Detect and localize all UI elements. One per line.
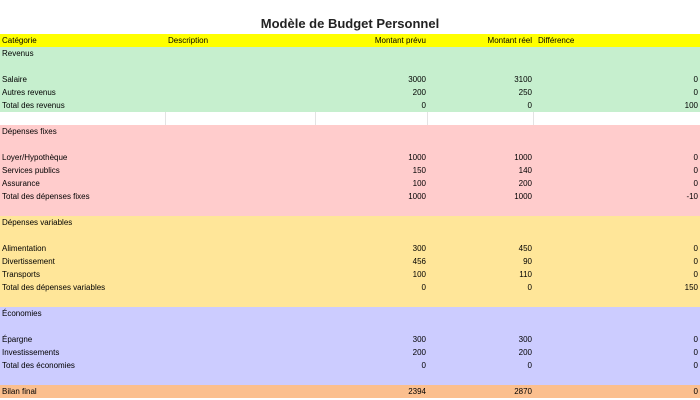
table-row-total <box>0 385 700 398</box>
cell-actual[interactable] <box>428 216 534 229</box>
table-row <box>0 112 700 125</box>
cell-difference[interactable]: -10 <box>686 192 698 201</box>
table-row <box>0 138 700 151</box>
cell-difference[interactable] <box>534 294 700 307</box>
cell-description[interactable] <box>166 294 316 307</box>
cell-description[interactable] <box>166 177 316 190</box>
cell-planned[interactable]: 2394 <box>408 387 426 396</box>
table-row <box>0 359 700 372</box>
sheet-title: Modèle de Budget Personnel <box>260 16 440 31</box>
table-row <box>0 86 700 99</box>
cell-category[interactable]: Total des dépenses variables <box>2 283 106 292</box>
cell-description[interactable] <box>166 372 316 385</box>
cell-planned[interactable] <box>316 125 428 138</box>
cell-actual[interactable] <box>428 320 534 333</box>
cell-actual[interactable] <box>428 203 534 216</box>
cell-category[interactable]: Salaire <box>2 75 27 84</box>
cell-planned[interactable] <box>316 47 428 60</box>
cell-category[interactable]: Revenus <box>2 49 34 58</box>
cell-category[interactable] <box>0 372 166 385</box>
cell-actual[interactable] <box>428 47 534 60</box>
cell-difference[interactable]: 0 <box>693 387 698 396</box>
cell-actual[interactable]: 200 <box>518 348 532 357</box>
cell-actual[interactable]: 300 <box>518 335 532 344</box>
cell-actual[interactable]: 90 <box>523 257 532 266</box>
cell-difference[interactable] <box>534 138 700 151</box>
cell-description[interactable] <box>166 203 316 216</box>
cell-category[interactable] <box>0 203 166 216</box>
cell-difference[interactable]: 0 <box>693 166 698 175</box>
cell-planned[interactable]: 1000 <box>408 192 426 201</box>
cell-planned[interactable] <box>316 229 428 242</box>
table-row <box>0 268 700 281</box>
cell-planned[interactable]: 1000 <box>408 153 426 162</box>
cell-description[interactable] <box>166 346 316 359</box>
cell-description[interactable] <box>166 242 316 255</box>
cell-category[interactable]: Autres revenus <box>2 88 56 97</box>
cell-difference[interactable]: 0 <box>693 75 698 84</box>
cell-planned[interactable] <box>316 307 428 320</box>
cell-actual[interactable]: 2870 <box>514 387 532 396</box>
cell-actual[interactable]: 0 <box>527 101 532 110</box>
cell-planned[interactable] <box>316 372 428 385</box>
cell-actual[interactable] <box>428 294 534 307</box>
cell-actual[interactable] <box>428 138 534 151</box>
cell-category[interactable]: Économies <box>2 309 42 318</box>
cell-description[interactable] <box>166 99 316 112</box>
cell-difference[interactable]: 0 <box>693 88 698 97</box>
cell-category[interactable] <box>0 138 166 151</box>
cell-planned[interactable]: 100 <box>412 270 426 279</box>
table-row <box>0 216 700 229</box>
cell-planned[interactable]: 200 <box>412 348 426 357</box>
table-row <box>0 190 700 203</box>
cell-actual[interactable] <box>428 372 534 385</box>
cell-planned[interactable]: 100 <box>412 179 426 188</box>
cell-description[interactable] <box>166 385 316 398</box>
cell-description[interactable] <box>166 333 316 346</box>
table-row <box>0 333 700 346</box>
cell-actual[interactable]: 1000 <box>514 153 532 162</box>
cell-planned[interactable] <box>316 138 428 151</box>
table-row <box>0 151 700 164</box>
cell-actual[interactable]: 0 <box>527 283 532 292</box>
cell-difference[interactable] <box>534 372 700 385</box>
table-row <box>0 60 700 73</box>
cell-category[interactable]: Total des dépenses fixes <box>2 192 90 201</box>
cell-actual[interactable] <box>428 229 534 242</box>
table-row <box>0 281 700 294</box>
cell-actual[interactable]: 110 <box>519 270 532 279</box>
cell-description[interactable] <box>166 281 316 294</box>
cell-description[interactable] <box>166 164 316 177</box>
cell-actual[interactable]: 450 <box>518 244 532 253</box>
cell-difference[interactable] <box>534 216 700 229</box>
cell-description[interactable] <box>166 151 316 164</box>
cell-difference[interactable] <box>534 60 700 73</box>
cell-category[interactable] <box>0 60 166 73</box>
cell-difference[interactable] <box>534 203 700 216</box>
cell-category[interactable]: Bilan final <box>2 387 37 396</box>
cell-difference[interactable]: 0 <box>693 244 698 253</box>
header-row <box>0 34 700 47</box>
cell-planned[interactable]: 150 <box>412 166 426 175</box>
cell-category[interactable] <box>0 320 166 333</box>
cell-category[interactable]: Épargne <box>2 335 33 344</box>
cell-difference[interactable] <box>534 112 700 125</box>
header-description[interactable]: Description <box>168 36 209 45</box>
cell-category[interactable]: Divertissement <box>2 257 55 266</box>
cell-category[interactable]: Total des revenus <box>2 101 65 110</box>
table-row <box>0 346 700 359</box>
cell-description[interactable] <box>166 216 316 229</box>
cell-actual[interactable] <box>428 125 534 138</box>
cell-difference[interactable]: 150 <box>684 283 698 292</box>
table-row <box>0 294 700 307</box>
cell-planned[interactable] <box>316 60 428 73</box>
cell-description[interactable] <box>166 86 316 99</box>
cell-planned[interactable] <box>316 294 428 307</box>
budget-table <box>0 34 700 398</box>
cell-actual[interactable]: 3100 <box>514 75 532 84</box>
header-actual[interactable]: Montant réel <box>487 36 532 45</box>
table-row <box>0 255 700 268</box>
cell-difference[interactable]: 0 <box>693 257 698 266</box>
cell-difference[interactable] <box>534 320 700 333</box>
cell-difference[interactable]: 100 <box>684 101 698 110</box>
cell-planned[interactable] <box>316 216 428 229</box>
cell-description[interactable] <box>166 229 316 242</box>
cell-description[interactable] <box>166 138 316 151</box>
cell-category[interactable]: Investissements <box>2 348 60 357</box>
cell-actual[interactable]: 200 <box>518 179 532 188</box>
cell-actual[interactable] <box>428 307 534 320</box>
cell-actual[interactable]: 140 <box>518 166 532 175</box>
cell-category[interactable]: Dépenses fixes <box>2 127 57 136</box>
cell-actual[interactable] <box>428 60 534 73</box>
cell-difference[interactable] <box>534 229 700 242</box>
cell-difference[interactable] <box>534 307 700 320</box>
header-category[interactable]: Catégorie <box>2 36 37 45</box>
cell-description[interactable] <box>166 47 316 60</box>
cell-category[interactable]: Transports <box>2 270 40 279</box>
cell-actual[interactable]: 1000 <box>514 192 532 201</box>
cell-planned[interactable]: 0 <box>421 283 426 292</box>
header-planned[interactable]: Montant prévu <box>374 36 426 45</box>
cell-planned[interactable]: 300 <box>412 244 426 253</box>
table-row <box>0 307 700 320</box>
cell-difference[interactable]: 0 <box>693 153 698 162</box>
cell-category[interactable]: Total des économies <box>2 361 75 370</box>
cell-description[interactable] <box>166 125 316 138</box>
table-row <box>0 203 700 216</box>
cell-category[interactable]: Dépenses variables <box>2 218 73 227</box>
cell-category[interactable]: Assurance <box>2 179 40 188</box>
cell-category[interactable] <box>0 294 166 307</box>
cell-actual[interactable] <box>428 112 534 125</box>
table-row <box>0 320 700 333</box>
cell-category[interactable] <box>0 112 166 125</box>
table-row <box>0 372 700 385</box>
table-row <box>0 164 700 177</box>
cell-description[interactable] <box>166 307 316 320</box>
cell-difference[interactable]: 0 <box>693 361 698 370</box>
cell-planned[interactable]: 0 <box>421 361 426 370</box>
table-row <box>0 242 700 255</box>
cell-description[interactable] <box>166 255 316 268</box>
table-row <box>0 73 700 86</box>
cell-planned[interactable] <box>316 203 428 216</box>
cell-difference[interactable]: 0 <box>693 335 698 344</box>
table-row <box>0 99 700 112</box>
cell-difference[interactable]: 0 <box>693 270 698 279</box>
cell-category[interactable] <box>0 229 166 242</box>
cell-difference[interactable] <box>534 47 700 60</box>
cell-planned[interactable]: 3000 <box>408 75 426 84</box>
table-row <box>0 177 700 190</box>
cell-description[interactable] <box>166 60 316 73</box>
table-row <box>0 47 700 60</box>
cell-actual[interactable]: 250 <box>518 88 532 97</box>
cell-description[interactable] <box>166 359 316 372</box>
cell-planned[interactable]: 456 <box>412 257 426 266</box>
table-row <box>0 229 700 242</box>
cell-difference[interactable] <box>534 125 700 138</box>
cell-description[interactable] <box>166 320 316 333</box>
cell-planned[interactable]: 200 <box>412 88 426 97</box>
cell-category[interactable]: Alimentation <box>2 244 47 253</box>
cell-planned[interactable] <box>316 320 428 333</box>
cell-planned[interactable] <box>316 112 428 125</box>
cell-category[interactable]: Services publics <box>2 166 60 175</box>
cell-description[interactable] <box>166 73 316 86</box>
cell-difference[interactable]: 0 <box>693 179 698 188</box>
cell-description[interactable] <box>166 112 316 125</box>
cell-actual[interactable]: 0 <box>527 361 532 370</box>
table-row <box>0 125 700 138</box>
cell-difference[interactable]: 0 <box>693 348 698 357</box>
cell-description[interactable] <box>166 268 316 281</box>
cell-planned[interactable]: 0 <box>421 101 426 110</box>
header-difference[interactable]: Différence <box>538 36 575 45</box>
cell-planned[interactable]: 300 <box>412 335 426 344</box>
cell-category[interactable]: Loyer/Hypothèque <box>2 153 68 162</box>
cell-description[interactable] <box>166 190 316 203</box>
